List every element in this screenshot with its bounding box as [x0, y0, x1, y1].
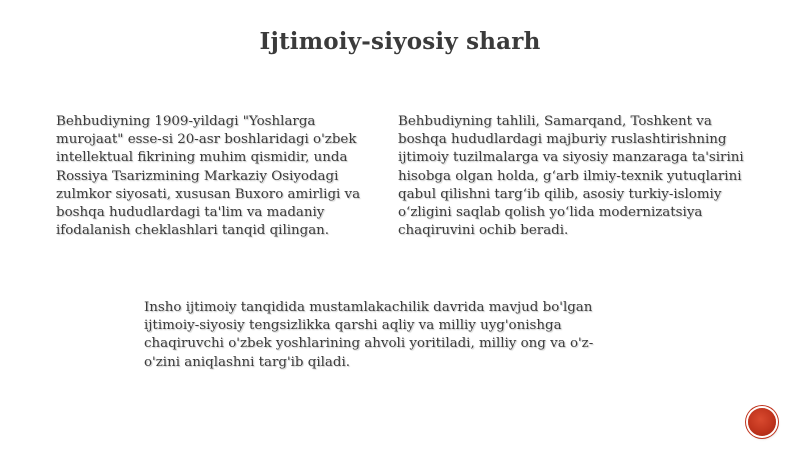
- slide-title: Ijtimoiy-siyosiy sharh: [259, 28, 541, 55]
- bottom-paragraph: Insho ijtimoiy tanqidida mustamlakachilik davrida mavjud bo'lgan ijtimoiy-siyosiy tengsizlikka qarshi aqliy va milliy uyg'onishga chaqiruvchi o'zbek yoshlarining ahvoli yoritiladi, milliy ong va o'z-o'zini aniqlashni targ'ib qiladi.: [144, 300, 594, 370]
- left-paragraph: Behbudiyning 1909-yildagi "Yoshlarga murojaat" esse-si 20-asr boshlaridagi o'zbek intellektual fikrining muhim qismidir, unda Rossiya Tsarizmining Markaziy Osiyodagi zulmkor siyosati, xususan Buxoro amirligi va boshqa hududlardagi ta'lim va madaniy ifodalanish cheklashlari tanqid qilingan.: [56, 114, 361, 239]
- circle-nav-icon[interactable]: [748, 408, 776, 436]
- right-paragraph: Behbudiyning tahlili, Samarqand, Toshkent va boshqa hududlardagi majburiy ruslashtirishning ijtimoiy tuzilmalarga va siyosiy manzaraga ta'sirini hisobga olgan holda, g‘arb ilmiy-texnik yutuqlarini qabul qilishni targ‘ib qilib, asosiy turkiy-islomiy o‘zligini saqlab qolish yo‘lida modernizatsiya chaqiruvini ochib beradi.: [398, 114, 744, 239]
